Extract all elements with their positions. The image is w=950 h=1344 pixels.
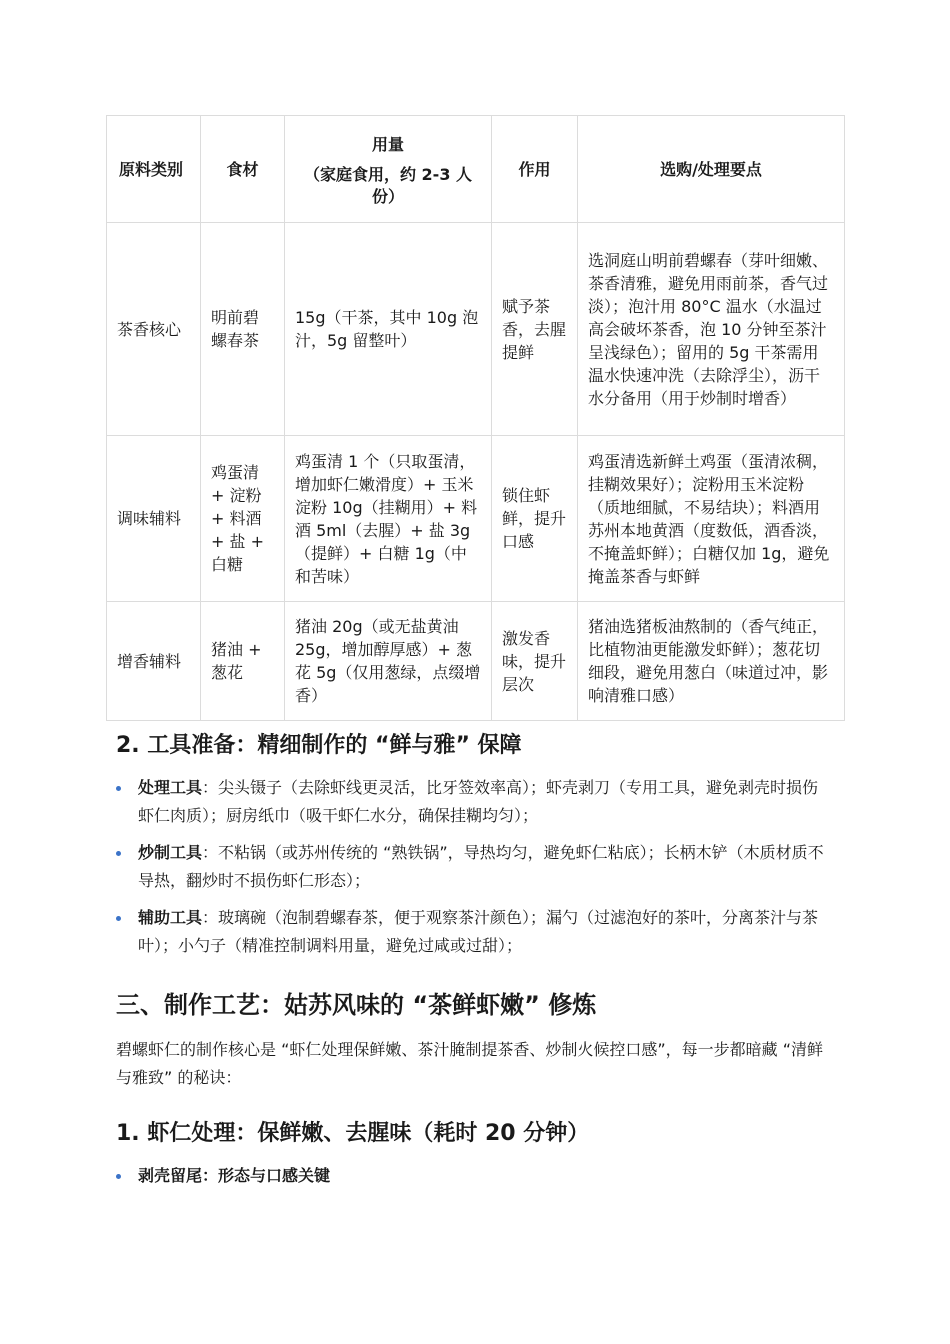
cell-effect: 锁住虾鲜，提升口感	[492, 436, 578, 602]
table-row	[107, 223, 845, 436]
cell-amount: 猪油 20g（或无盐黄油 25g，增加醇厚感）+ 葱花 5g（仅用葱绿，点缀增香）	[285, 602, 492, 721]
list-item-label: 炒制工具	[138, 843, 203, 862]
list-item	[116, 839, 828, 895]
header-tips: 选购/处理要点	[578, 116, 845, 223]
cell-tips: 猪油选猪板油熬制的（香气纯正，比植物油更能激发虾鲜）；葱花切细段，避免用葱白（味道过冲，影响清雅口感）	[578, 602, 845, 721]
cell-tips: 鸡蛋清选新鲜土鸡蛋（蛋清浓稠，挂糊效果好）；淀粉用玉米淀粉（质地细腻，不易结块）；料酒用苏州本地黄酒（度数低，酒香淡，不掩盖虾鲜）；白糖仅加 1g，避免掩盖茶香与虾鲜	[578, 436, 845, 602]
cell-amount: 鸡蛋清 1 个（只取蛋清，增加虾仁嫩滑度）+ 玉米淀粉 10g（挂糊用）+ 料酒 5ml（去腥）+ 盐 3g（提鲜）+ 白糖 1g（中和苦味）	[285, 436, 492, 602]
cell-ingredient: 明前碧螺春茶	[201, 223, 285, 436]
list-item-text: ：尖头镊子（去除虾线更灵活，比牙签效率高）；虾壳剥刀（专用工具，避免剥壳时损伤虾仁肉质）；厨房纸巾（吸干虾仁水分，确保挂糊均匀）；	[138, 778, 819, 825]
cell-amount: 15g（干茶，其中 10g 泡汁，5g 留整叶）	[285, 223, 492, 436]
cell-tips: 选洞庭山明前碧螺春（芽叶细嫩、茶香清雅，避免用雨前茶，香气过淡）；泡汁用 80°C 温水（水温过高会破坏茶香，泡 10 分钟至茶汁呈浅绿色）；留用的 5g 干茶需用温水快速冲洗（去除浮尘），沥干水分备用（用于炒制时增香）	[578, 223, 845, 436]
header-category: 原料类别	[107, 116, 201, 223]
cell-category: 茶香核心	[107, 223, 201, 436]
list-item	[116, 904, 828, 960]
ingredients-table	[106, 115, 845, 721]
bullet-dot-icon	[116, 1174, 121, 1179]
list-item-text: ：玻璃碗（泡制碧螺春茶，便于观察茶汁颜色）；漏勺（过滤泡好的茶叶，分离茶汁与茶叶）；小勺子（精准控制调料用量，避免过咸或过甜）；	[138, 908, 819, 955]
shrimp-subsection-heading: 1. 虾仁处理：保鲜嫩、去腥味（耗时 20 分钟）	[116, 1121, 590, 1146]
cell-ingredient: 猪油 + 葱花	[201, 602, 285, 721]
list-item	[116, 1162, 828, 1190]
tools-section-heading: 2. 工具准备：精细制作的 “鲜与雅” 保障	[116, 733, 522, 758]
list-item-label: 处理工具	[138, 778, 203, 797]
list-item-label: 剥壳留尾：形态与口感关键	[138, 1166, 331, 1185]
craft-intro-paragraph: 碧螺虾仁的制作核心是 “虾仁处理保鲜嫩、茶汁腌制提茶香、炒制火候控口感”，每一步都暗藏 “清鲜与雅致” 的秘诀：	[116, 1040, 824, 1087]
cell-ingredient: 鸡蛋清 + 淀粉 + 料酒 + 盐 + 白糖	[201, 436, 285, 602]
header-amount-sub: （家庭食用，约 2-3 人份）	[303, 164, 473, 206]
table-header-row	[107, 116, 845, 223]
list-item	[116, 774, 828, 830]
tools-list	[116, 774, 828, 969]
header-effect: 作用	[492, 116, 578, 223]
table-row	[107, 602, 845, 721]
bullet-dot-icon	[116, 851, 121, 856]
cell-effect: 赋予茶香，去腥提鲜	[492, 223, 578, 436]
header-ingredient: 食材	[201, 116, 285, 223]
craft-section-heading: 三、制作工艺：姑苏风味的 “茶鲜虾嫩” 修炼	[116, 991, 597, 1019]
bullet-dot-icon	[116, 916, 121, 921]
list-item-label: 辅助工具	[138, 908, 203, 927]
shrimp-list	[116, 1162, 828, 1199]
bullet-dot-icon	[116, 786, 121, 791]
list-item-text: ：不粘锅（或苏州传统的 “熟铁锅”，导热均匀，避免虾仁粘底）；长柄木铲（木质材质不导热，翻炒时不损伤虾仁形态）；	[138, 843, 824, 890]
cell-effect: 激发香味，提升层次	[492, 602, 578, 721]
header-amount	[285, 116, 492, 223]
header-amount-title: 用量	[371, 134, 404, 154]
table-row	[107, 436, 845, 602]
cell-category: 调味辅料	[107, 436, 201, 602]
cell-category: 增香辅料	[107, 602, 201, 721]
